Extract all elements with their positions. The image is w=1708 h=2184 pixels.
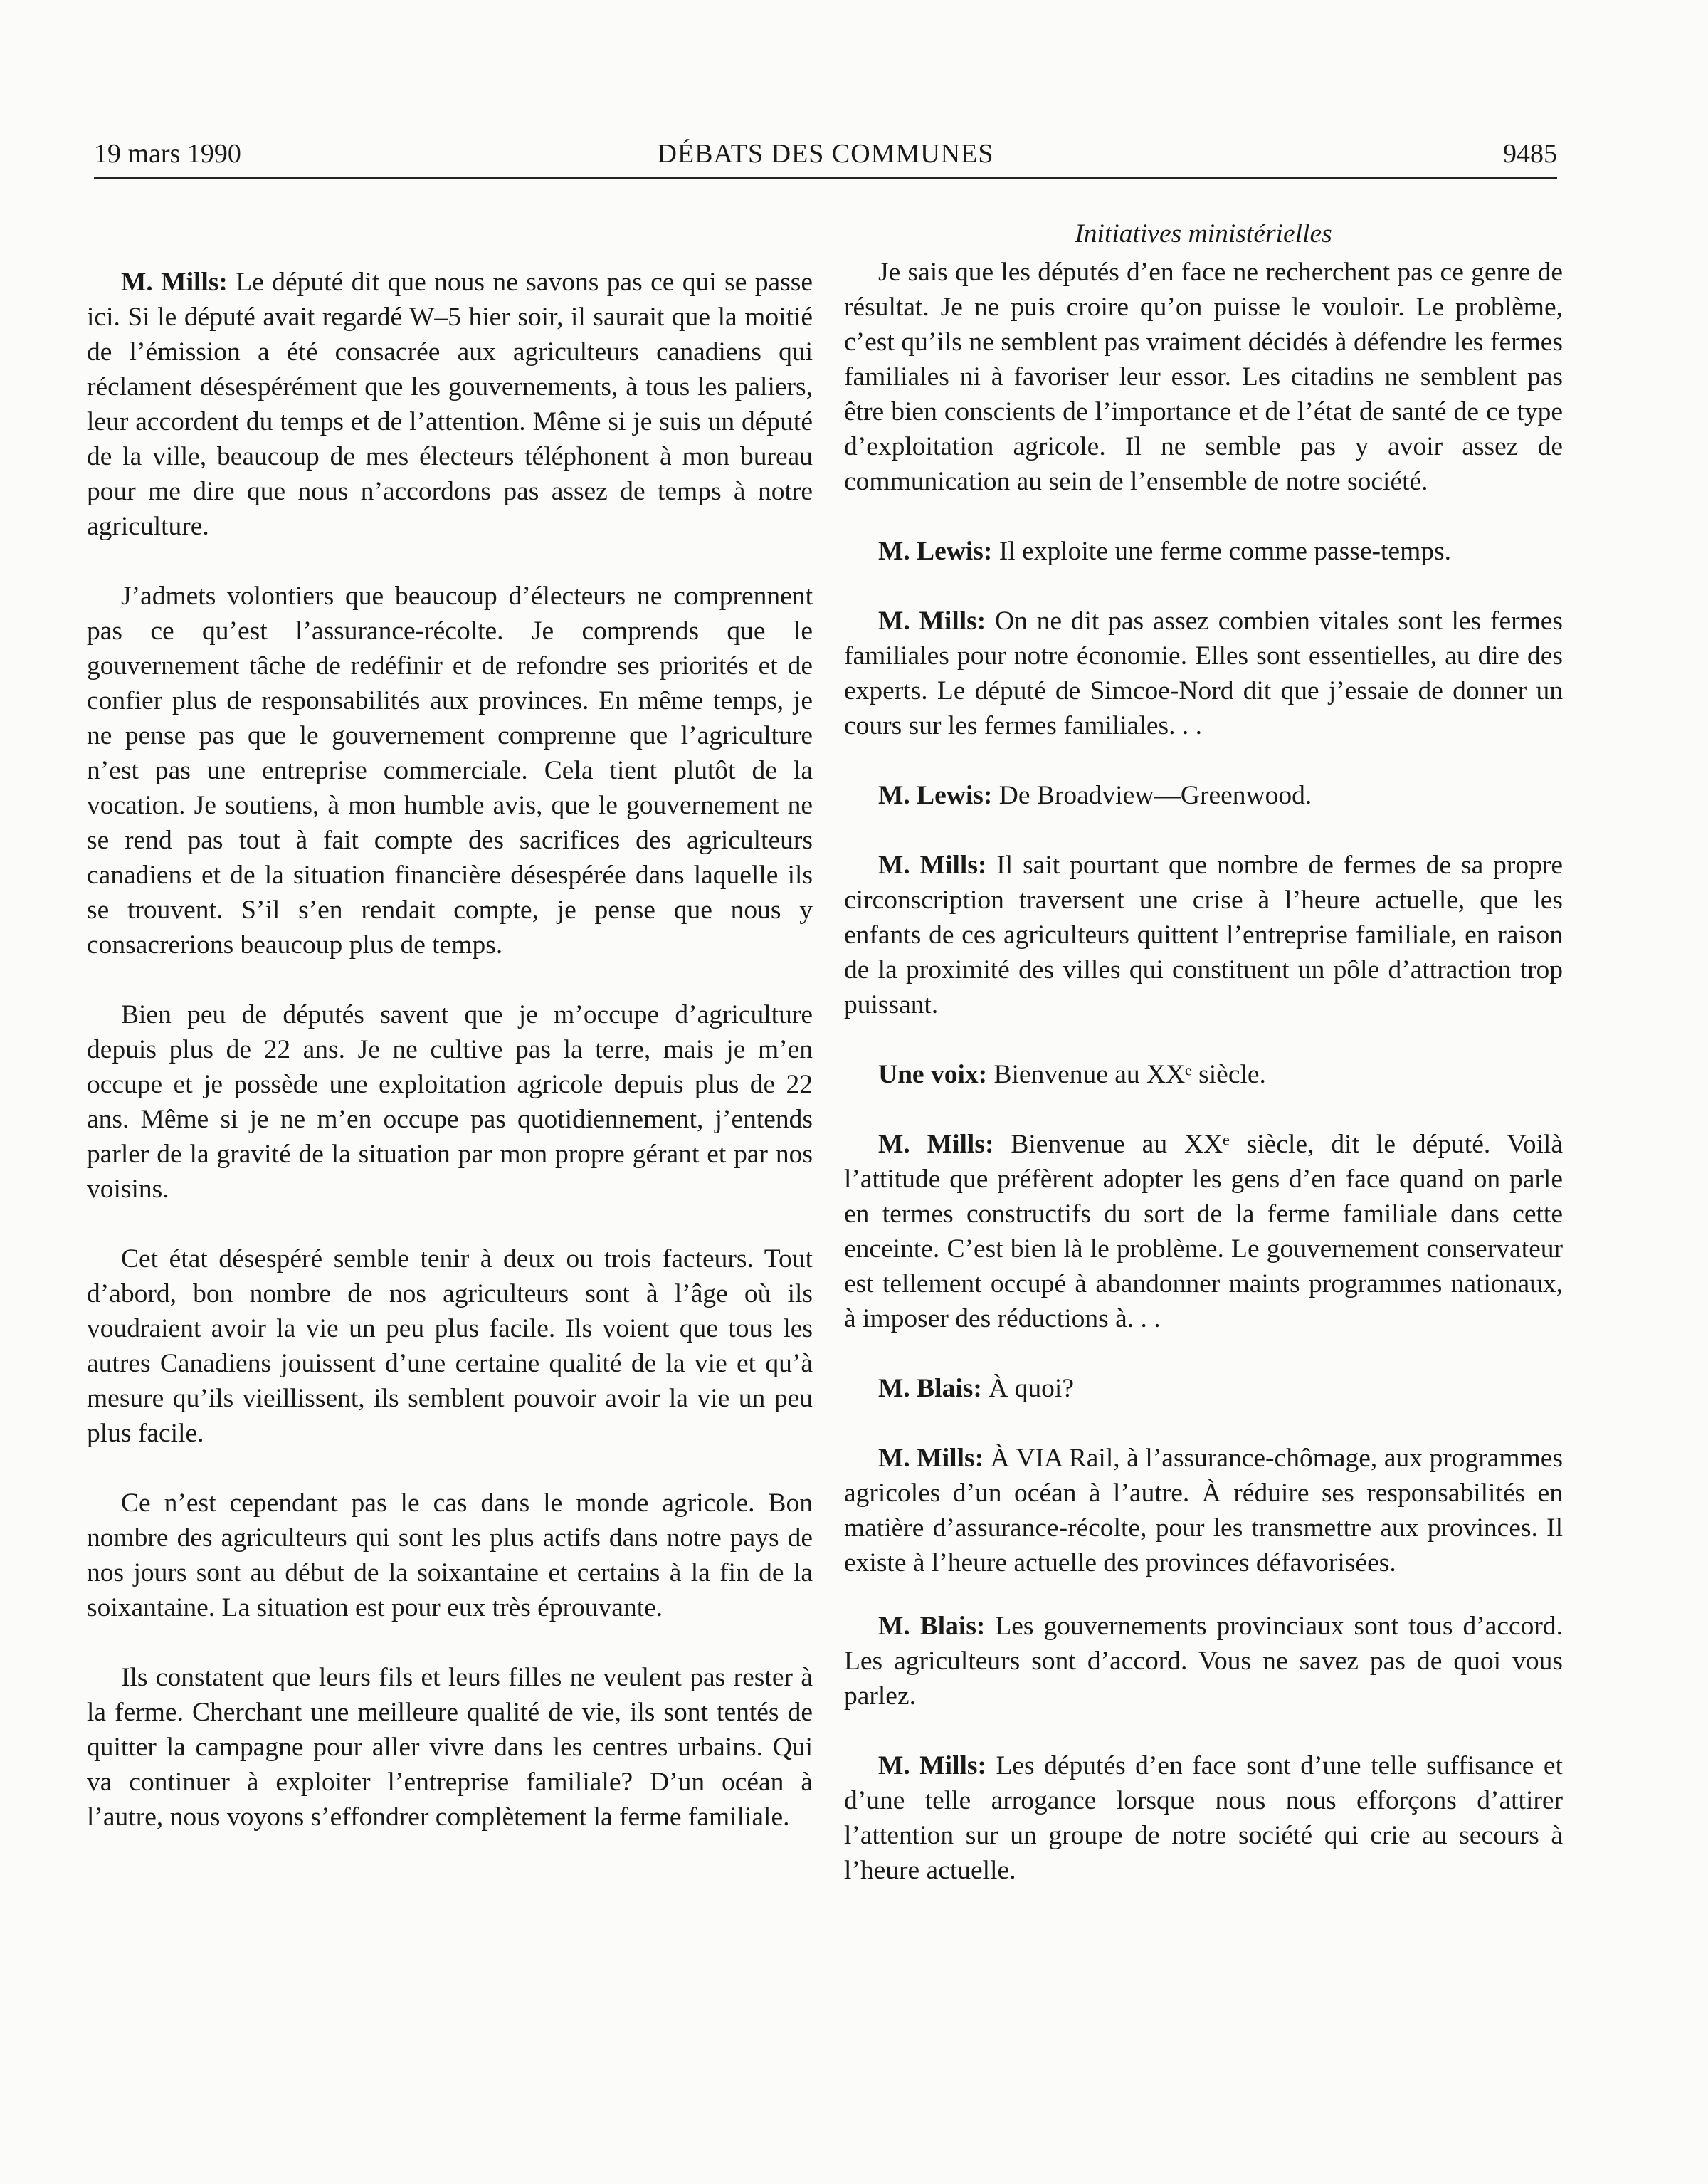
speaker-name: M. Mills:	[878, 851, 987, 880]
speaker-name: M. Mills:	[878, 1444, 984, 1473]
header-page-number: 9485	[1503, 139, 1557, 169]
section-title: Initiatives ministérielles	[1075, 219, 1332, 248]
right-column	[844, 214, 1563, 1888]
speaker-name: M. Lewis:	[878, 537, 993, 566]
paragraph-text: Il exploite une ferme comme passe-temps.	[992, 537, 1451, 566]
paragraph-text: Ce n’est cependant pas le cas dans le monde agricole. Bon nombre des agriculteurs qui sont les plus actifs dans notre pays de nos jours sont au début de la soixantaine et certains à la fin de la soixantaine. La situation est pour eux très éprouvante.	[87, 1489, 813, 1622]
paragraph	[87, 1241, 813, 1451]
paragraph-text: Il sait pourtant que nombre de fermes de sa propre circonscription traversent une crise à l’heure actuelle, que les enfants de ces agriculteurs quittent l’entreprise familiale, en raison de la proximité des villes qui constituent un pôle d’attraction trop puissant.	[844, 851, 1563, 1019]
paragraph	[87, 265, 813, 544]
paragraph	[844, 1441, 1563, 1580]
paragraph	[844, 778, 1563, 813]
paragraph-text: Bien peu de députés savent que je m’occupe d’agriculture depuis plus de 22 ans. Je ne cultive pas la terre, mais je m’en occupe et je possède une exploitation agricole depuis plus de 22 ans. Même si je ne m’en occupe pas quotidiennement, j’entends parler de la gravité de la situation par mon propre gérant et par nos voisins.	[87, 1000, 813, 1204]
paragraph-text: De Broadview—Greenwood.	[992, 781, 1312, 810]
paragraph	[844, 1609, 1563, 1713]
paragraph	[844, 604, 1563, 743]
paragraph	[844, 255, 1563, 499]
paragraph-text: Cet état désespéré semble tenir à deux ou trois facteurs. Tout d’abord, bon nombre de nos agriculteurs sont à l’âge où ils voudraient avoir la vie un peu plus facile. Ils voient que tous les autres Canadiens jouissent d’une certaine qualité de la vie et qu’à mesure qu’ils vieillissent, ils semblent pouvoir avoir la vie un peu plus facile.	[87, 1244, 813, 1448]
paragraph-text: À quoi?	[981, 1374, 1074, 1403]
speaker-name: M. Blais:	[878, 1612, 986, 1641]
paragraph-text: À VIA Rail, à l’assurance-chômage, aux programmes agricoles d’un océan à l’autre. À réduire ses responsabilités en matière d’assurance-récolte, pour les transmettre aux provinces. Il existe à l’heure actuelle des provinces défavorisées.	[844, 1444, 1563, 1577]
paragraph	[87, 1660, 813, 1834]
speaker-name: M. Lewis:	[878, 781, 993, 810]
paragraph	[844, 1057, 1563, 1092]
paragraph-text: Le député dit que nous ne savons pas ce qui se passe ici. Si le député avait regardé W–5 hier soir, il saurait que la moitié de l’émission a été consacrée aux agriculteurs canadiens qui réclament désespérément que les gouvernements, à tous les paliers, leur accordent du temps et de l’attention. Même si je suis un député de la ville, beaucoup de mes électeurs téléphonent à mon bureau pour me dire que nous n’accordons pas assez de temps à notre agriculture.	[87, 268, 813, 541]
page-header	[94, 137, 1557, 179]
paragraph-text: Bienvenue au XXᵉ siècle.	[987, 1060, 1266, 1089]
paragraph	[844, 848, 1563, 1022]
paragraph-text: Je sais que les députés d’en face ne recherchent pas ce genre de résultat. Je ne puis croire qu’on puisse le vouloir. Le problème, c’est qu’ils ne semblent pas vraiment décidés à défendre les fermes familiales ni à favoriser leur essor. Les citadins ne semblent pas être bien conscients de l’importance et de l’état de santé de ce type d’exploitation agricole. Il ne semble pas y avoir assez de communication au sein de l’ensemble de notre société.	[844, 258, 1563, 496]
speaker-name: M. Mills:	[121, 268, 228, 297]
speaker-name: Une voix:	[878, 1060, 988, 1089]
paragraph	[87, 1486, 813, 1625]
paragraph-text: On ne dit pas assez combien vitales sont les fermes familiales pour notre économie. Elles sont essentielles, au dire des experts. Le député de Simcoe-Nord dit que j’essaie de donner un cours sur les fermes familiales. . .	[844, 607, 1563, 740]
paragraph	[844, 534, 1563, 569]
paragraph	[87, 997, 813, 1207]
paragraph-text: Ils constatent que leurs fils et leurs filles ne veulent pas rester à la ferme. Cherchant une meilleure qualité de vie, ils sont tentés de quitter la campagne pour aller vivre dans les centres urbains. Qui va continuer à exploiter l’entreprise familiale? D’un océan à l’autre, nous voyons s’effondrer complètement la ferme familiale.	[87, 1663, 813, 1832]
left-column	[87, 214, 813, 1834]
paragraph-text: J’admets volontiers que beaucoup d’électeurs ne comprennent pas ce qu’est l’assurance-récolte. Je comprends que le gouvernement tâche de redéfinir et de refondre ses priorités et de confier plus de responsabilités aux provinces. En même temps, je ne pense pas que le gouvernement comprenne que l’agriculture n’est pas une entreprise commerciale. Cela tient plutôt de la vocation. Je soutiens, à mon humble avis, que le gouvernement ne se rend pas tout à fait compte des sacrifices des agriculteurs canadiens et de la situation financière désespérée dans laquelle ils se trouvent. S’il s’en rendait compte, je pense que nous y consacrerions beaucoup plus de temps.	[87, 582, 813, 960]
header-date: 19 mars 1990	[94, 139, 241, 169]
speaker-name: M. Mills:	[878, 1130, 994, 1159]
paragraph-text: Les gouvernements provinciaux sont tous d’accord. Les agriculteurs sont d’accord. Vous ne savez pas de quoi vous parlez.	[844, 1612, 1564, 1711]
paragraph-text: Bienvenue au XXᵉ siècle, dit le député. Voilà l’attitude que préfèrent adopter les gens d’en face quand on parle en termes constructifs du sort de la ferme familiale dans cette enceinte. C’est bien là le problème. Le gouvernement conservateur est tellement occupé à abandonner maints programmes nationaux, à imposer des réductions à. . .	[844, 1130, 1563, 1333]
header-title: DÉBATS DES COMMUNES	[657, 139, 994, 169]
paragraph	[87, 579, 813, 962]
speaker-name: M. Blais:	[878, 1374, 982, 1403]
paragraph	[844, 1127, 1563, 1336]
speaker-name: M. Mills:	[878, 607, 986, 636]
speaker-name: M. Mills:	[878, 1751, 986, 1780]
paragraph	[844, 1371, 1563, 1406]
paragraph-text: Les députés d’en face sont d’une telle suffisance et d’une telle arrogance lorsque nous nous efforçons d’attirer l’attention sur un groupe de notre société qui crie au secours à l’heure actuelle.	[844, 1751, 1563, 1885]
paragraph	[844, 1748, 1563, 1888]
